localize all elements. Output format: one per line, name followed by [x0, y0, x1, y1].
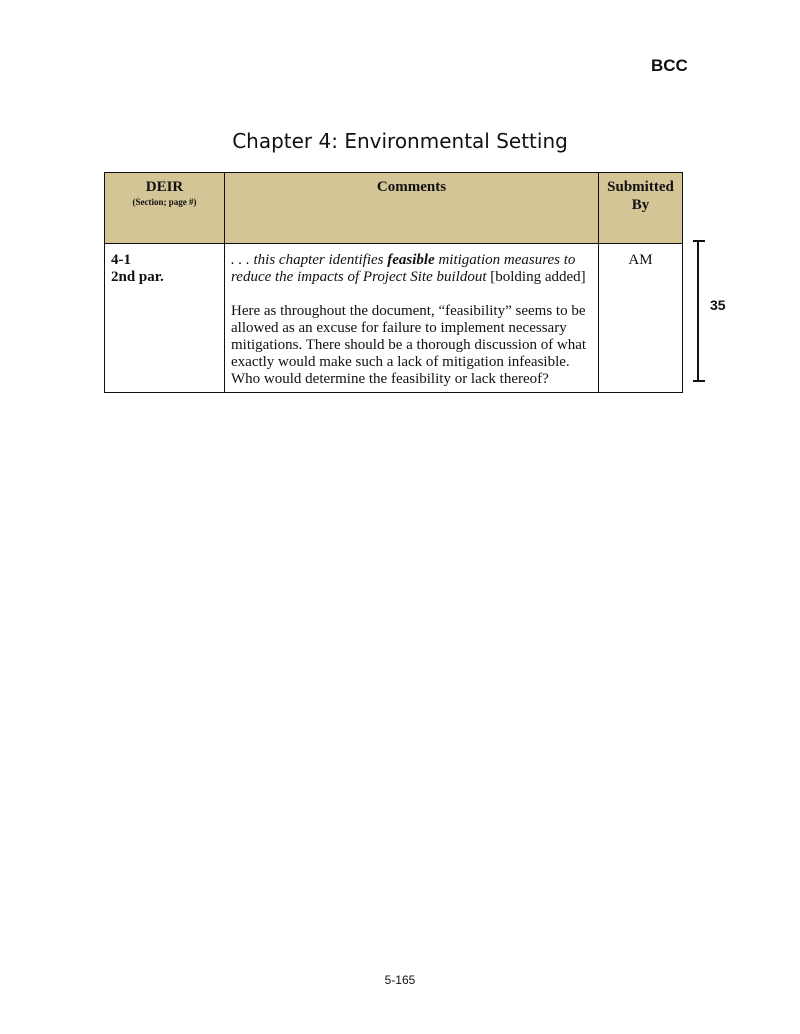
deir-header-label: DEIR: [145, 179, 184, 195]
quote-after: mitigation measures to reduce the impacts of Project Site buildout: [231, 252, 576, 285]
section-cell: [105, 244, 225, 393]
column-header-submitted-by: [599, 173, 683, 244]
chapter-title: Chapter 4: Environmental Setting: [232, 129, 568, 153]
table-row: [105, 244, 683, 393]
document-code: BCC: [651, 56, 688, 75]
page-number: 5-165: [384, 973, 416, 987]
table-header-row: [105, 173, 683, 244]
comment-bracket: [697, 240, 705, 382]
quoted-text: [231, 252, 592, 286]
quote-bold-word: feasible: [387, 252, 435, 268]
comments-header-label: Comments: [376, 179, 447, 195]
submitted-header-label: Submitted By: [607, 179, 674, 213]
quote-note: [bolding added]: [486, 269, 586, 285]
comment-table: [104, 172, 683, 393]
deir-header-sublabel: (Section; page #): [132, 197, 197, 207]
column-header-comments: [225, 173, 599, 244]
quote-before: . . . this chapter identifies: [231, 252, 388, 268]
submitted-by-cell: AM: [599, 244, 683, 393]
comment-text: Here as throughout the document, “feasibility” seems to be allowed as an excuse for failure to implement necessary mitigations. There should be a thorough discussion of what exactly would make such a lack of mitigation infeasible. Who would determine the feasibility or lack thereof?: [231, 303, 587, 387]
comment-number: 35: [710, 297, 726, 313]
section-paragraph: 2nd par.: [111, 269, 164, 285]
column-header-deir: [105, 173, 225, 244]
section-number: 4-1: [111, 252, 131, 268]
comment-cell: [225, 244, 599, 393]
